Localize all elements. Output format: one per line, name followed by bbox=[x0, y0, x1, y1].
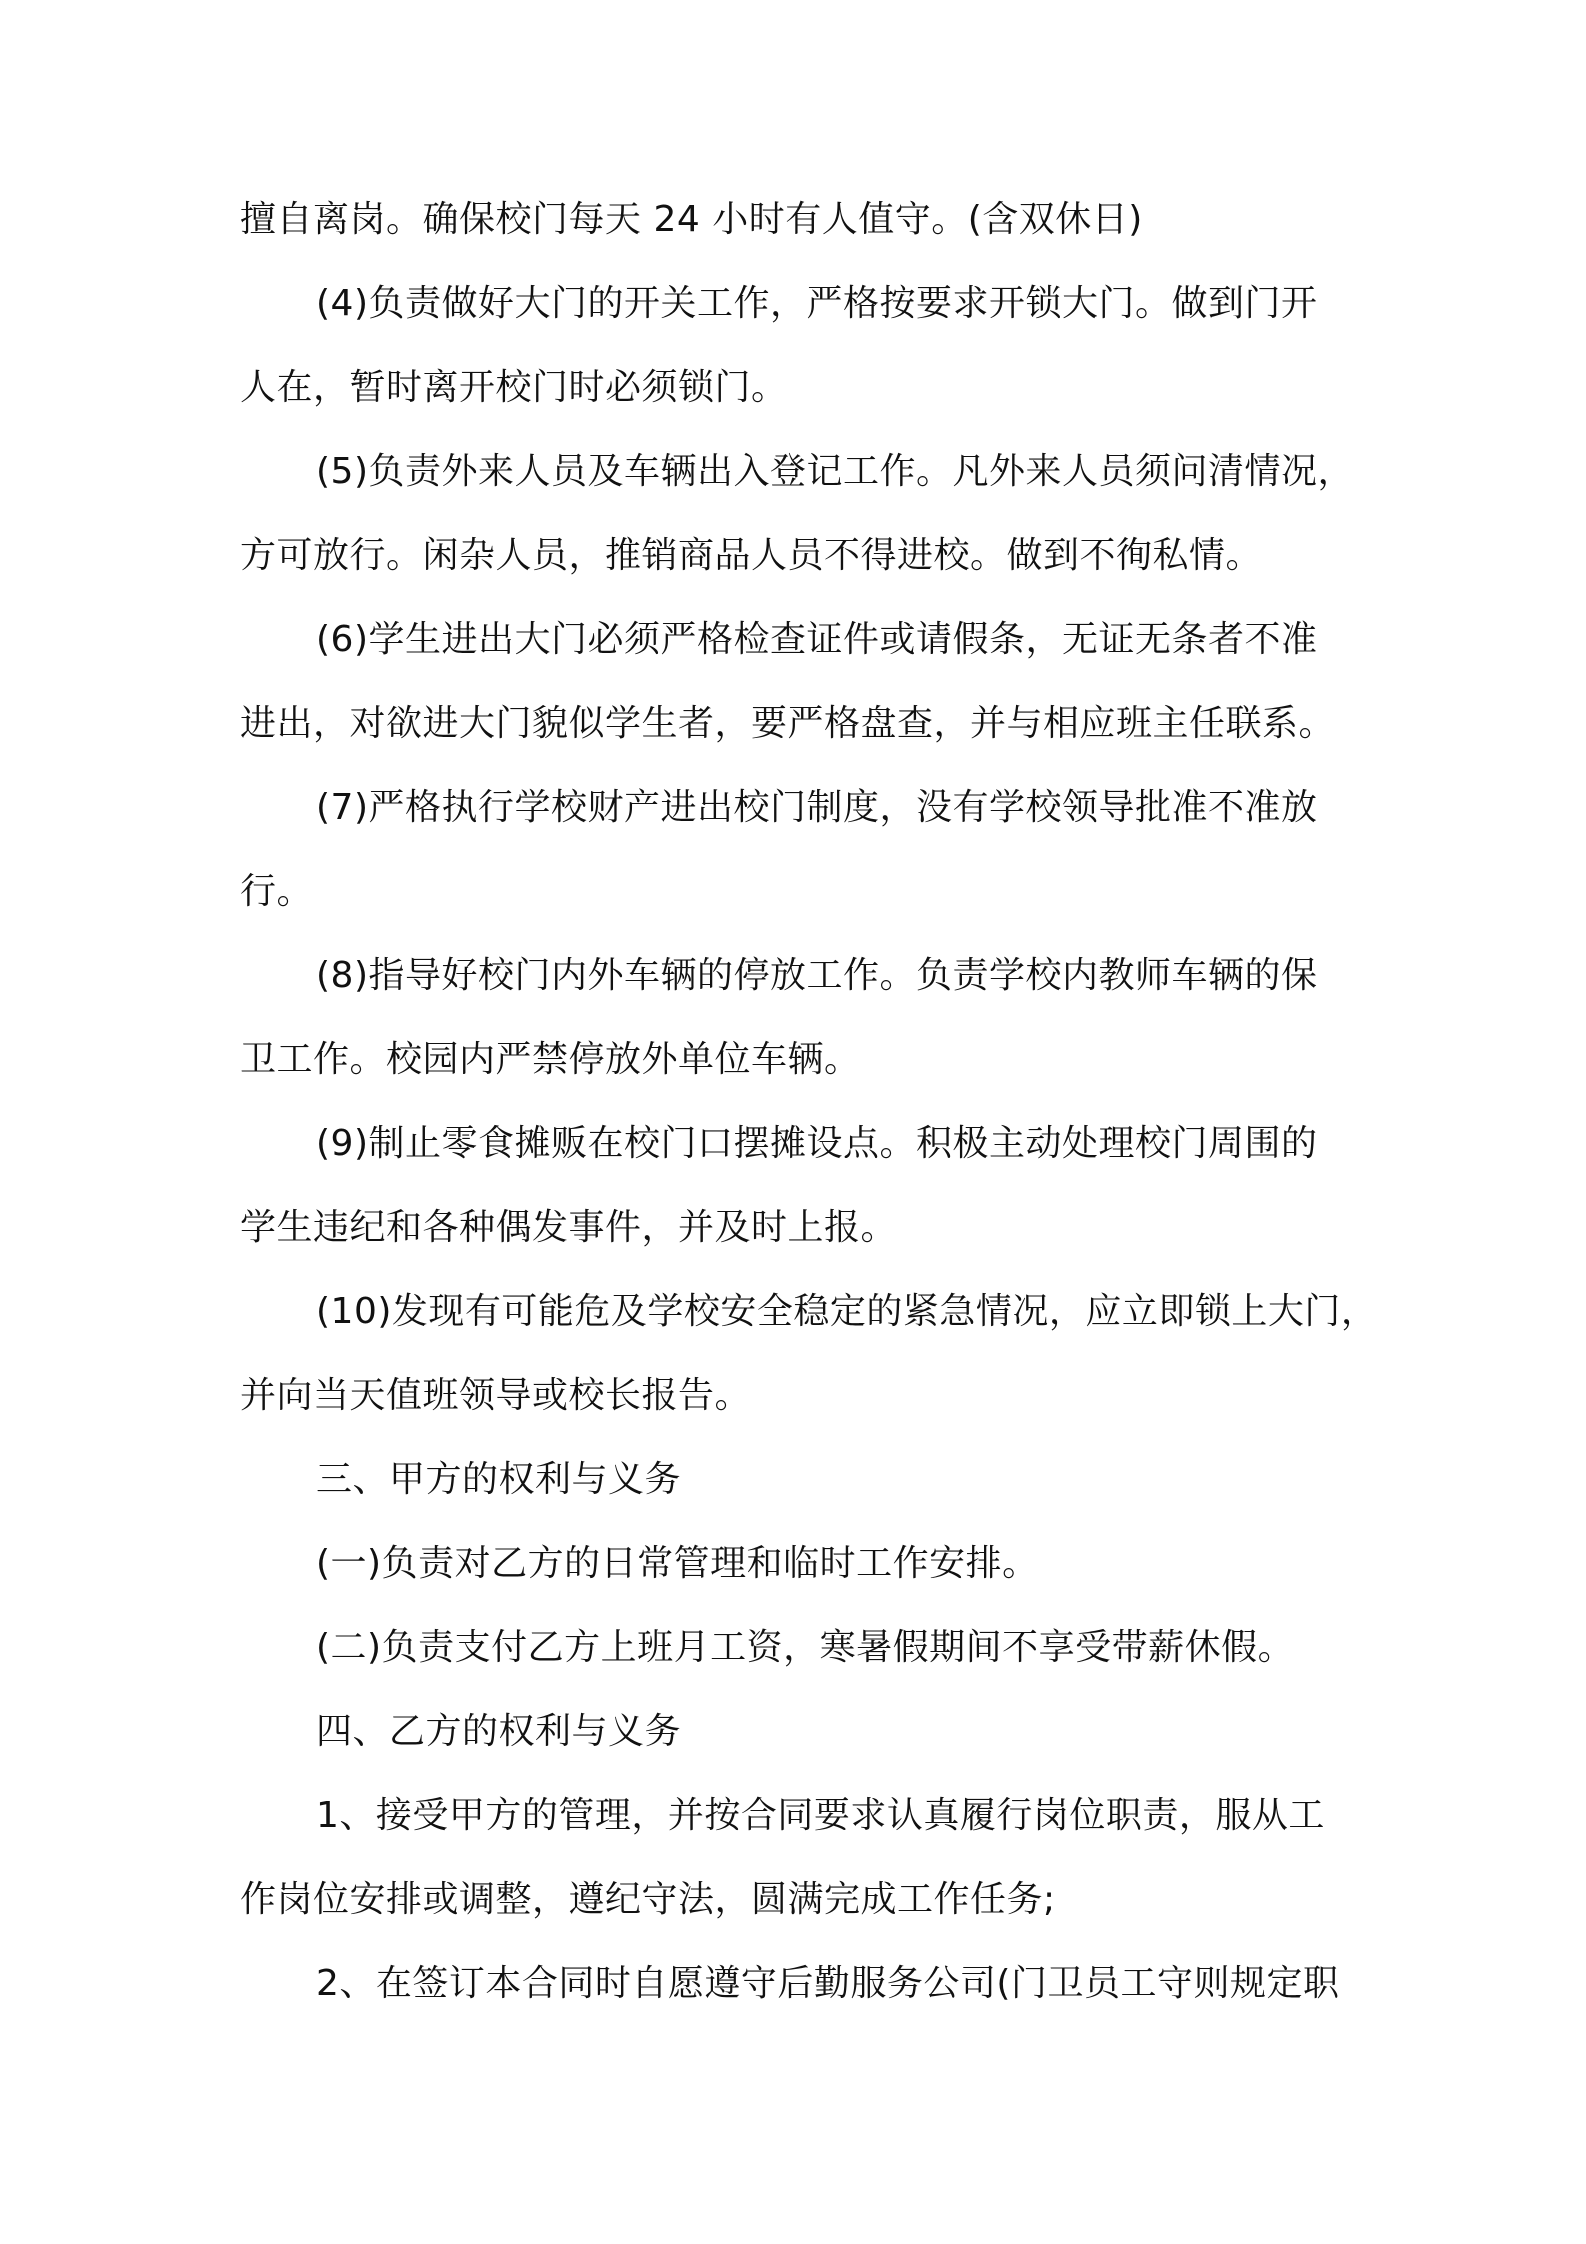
text-line: 作岗位安排或调整，遵纪守法，圆满完成工作任务; bbox=[240, 1879, 1056, 1920]
text-line: (一)负责对乙方的日常管理和临时工作安排。 bbox=[316, 1543, 1039, 1584]
text-line: 擅自离岗。确保校门每天 24 小时有人值守。(含双休日) bbox=[240, 199, 1143, 240]
text-line: 方可放行。闲杂人员，推销商品人员不得进校。做到不徇私情。 bbox=[240, 535, 1263, 576]
section-heading: 四、乙方的权利与义务 bbox=[316, 1711, 682, 1752]
text-line: 人在，暂时离开校门时必须锁门。 bbox=[240, 367, 788, 408]
text-line: (4)负责做好大门的开关工作，严格按要求开锁大门。做到门开 bbox=[316, 283, 1318, 324]
text-line: 行。 bbox=[240, 871, 314, 912]
text-line: 2、在签订本合同时自愿遵守后勤服务公司(门卫员工守则规定职 bbox=[316, 1963, 1340, 2004]
text-line: (二)负责支付乙方上班月工资，寒暑假期间不享受带薪休假。 bbox=[316, 1627, 1295, 1668]
text-line: (9)制止零食摊贩在校门口摆摊设点。积极主动处理校门周围的 bbox=[316, 1123, 1318, 1164]
text-line: 学生违纪和各种偶发事件，并及时上报。 bbox=[240, 1207, 898, 1248]
text-line: (7)严格执行学校财产进出校门制度，没有学校领导批准不准放 bbox=[316, 787, 1318, 828]
text-line: 1、接受甲方的管理，并按合同要求认真履行岗位职责，服从工 bbox=[316, 1795, 1325, 1836]
text-line: (10)发现有可能危及学校安全稳定的紧急情况，应立即锁上大门， bbox=[316, 1291, 1378, 1332]
text-line: 卫工作。校园内严禁停放外单位车辆。 bbox=[240, 1039, 861, 1080]
text-line: 并向当天值班领导或校长报告。 bbox=[240, 1375, 752, 1416]
text-line: (5)负责外来人员及车辆出入登记工作。凡外来人员须问清情况， bbox=[316, 451, 1354, 492]
text-line: (6)学生进出大门必须严格检查证件或请假条，无证无条者不准 bbox=[316, 619, 1318, 660]
text-line: (8)指导好校门内外车辆的停放工作。负责学校内教师车辆的保 bbox=[316, 955, 1318, 996]
text-line: 进出，对欲进大门貌似学生者，要严格盘查，并与相应班主任联系。 bbox=[240, 703, 1336, 744]
section-heading: 三、甲方的权利与义务 bbox=[316, 1459, 682, 1500]
